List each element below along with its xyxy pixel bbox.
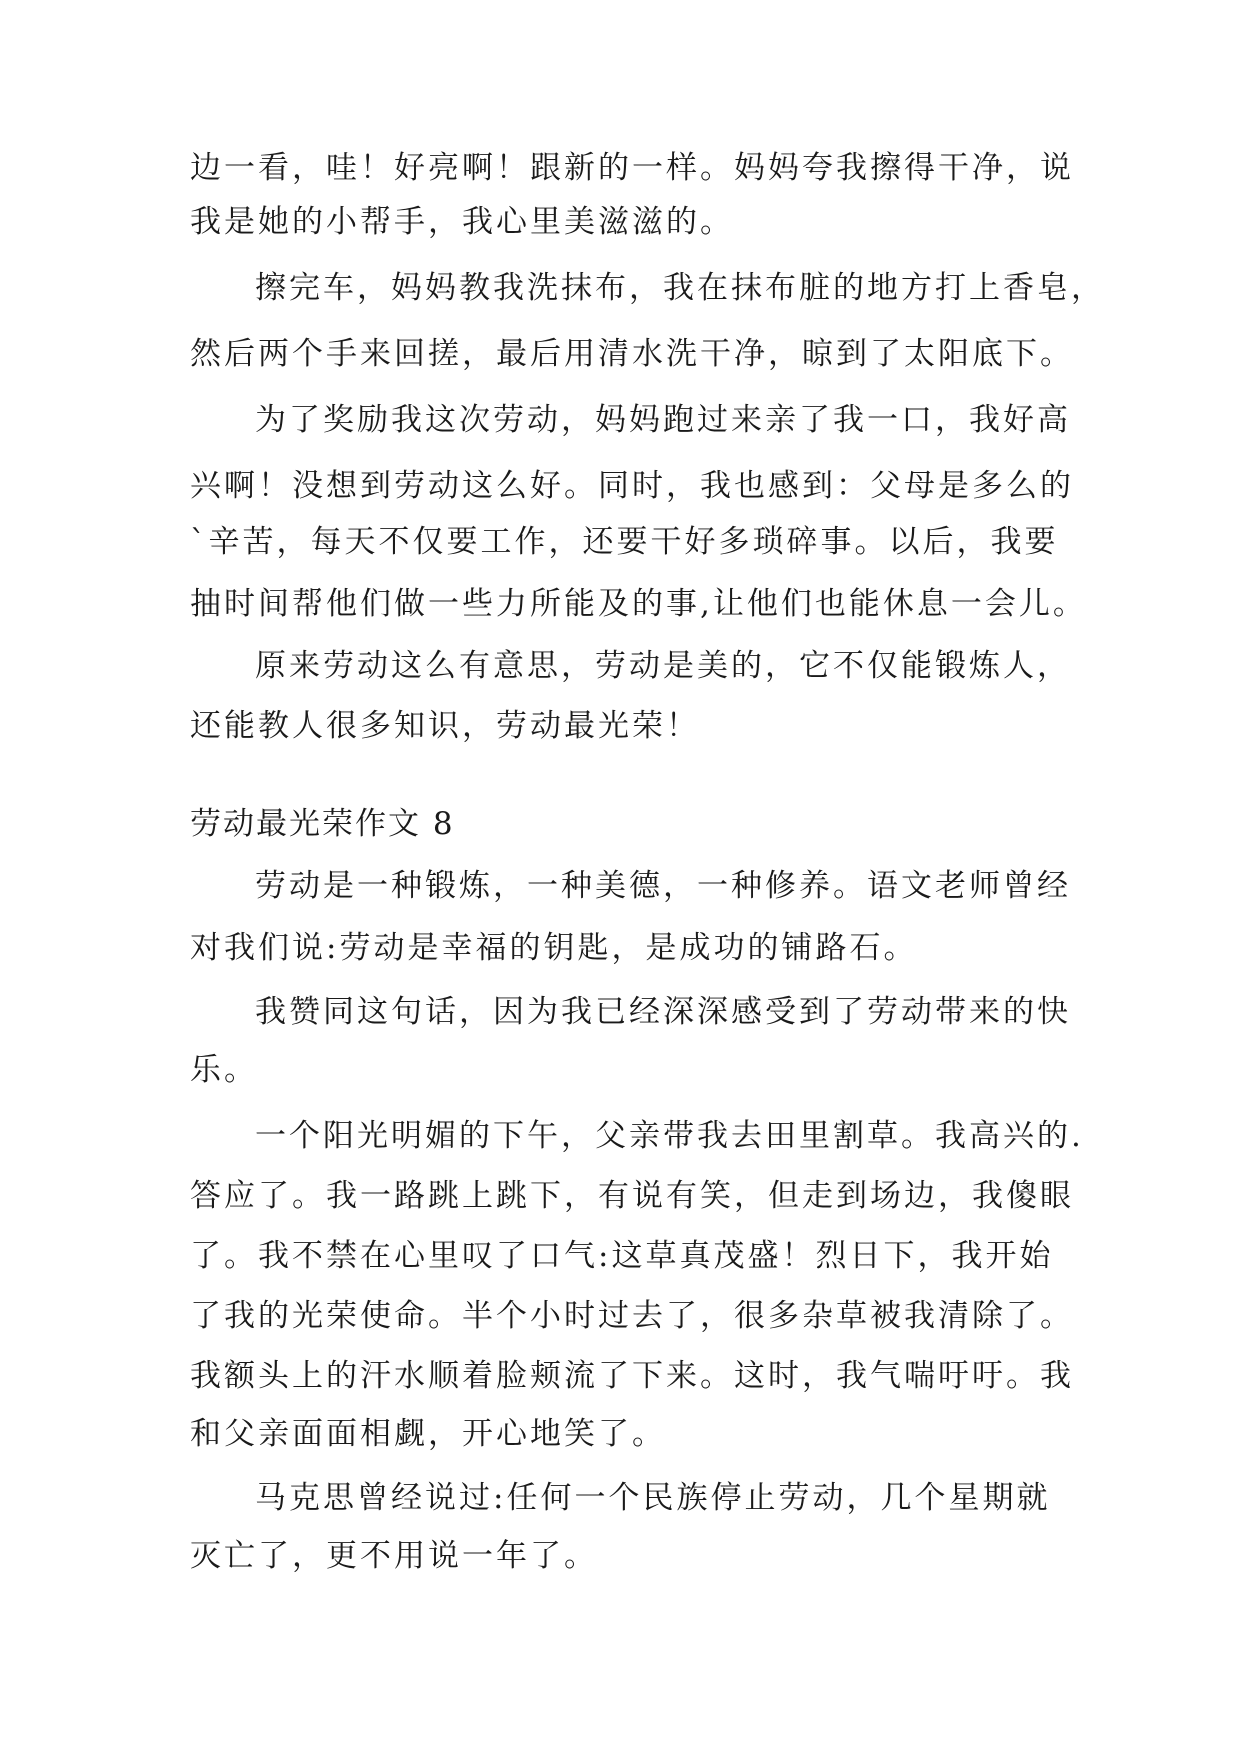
text-line: 和父亲面面相觑，开心地笑了。 [190, 1416, 666, 1452]
text-line: 我是她的小帮手，我心里美滋滋的。 [190, 204, 734, 240]
text-line: 为了奖励我这次劳动，妈妈跑过来亲了我一口，我好高 [255, 402, 1071, 438]
text-line: 了。我不禁在心里叹了口气:这草真茂盛！烈日下，我开始 [190, 1238, 1054, 1274]
text-line: 原来劳动这么有意思，劳动是美的，它不仅能锻炼人， [255, 648, 1071, 684]
text-line: 兴啊！没想到劳动这么好。同时，我也感到：父母是多么的 [190, 468, 1074, 504]
text-line: 抽时间帮他们做一些力所能及的事,让他们也能休息一会儿。 [190, 586, 1087, 622]
text-line: 擦完车，妈妈教我洗抹布，我在抹布脏的地方打上香皂， [255, 270, 1105, 306]
section-heading: 劳动最光荣作文 8 [190, 806, 455, 842]
text-line: 还能教人很多知识，劳动最光荣！ [190, 708, 700, 744]
text-line: 然后两个手来回搓，最后用清水洗干净，晾到了太阳底下。 [190, 336, 1074, 372]
text-line: 灭亡了，更不用说一年了。 [190, 1538, 598, 1574]
text-line: 边一看，哇！好亮啊！跟新的一样。妈妈夸我擦得干净，说 [190, 150, 1074, 186]
text-line: 答应了。我一路跳上跳下，有说有笑，但走到场边，我傻眼 [190, 1178, 1074, 1214]
text-line: `辛苦，每天不仅要工作，还要干好多琐碎事。以后，我要 [190, 524, 1059, 560]
text-line: 了我的光荣使命。半个小时过去了，很多杂草被我清除了。 [190, 1298, 1074, 1334]
text-line: 对我们说:劳动是幸福的钥匙，是成功的铺路石。 [190, 930, 918, 966]
text-line: 我赞同这句话，因为我已经深深感受到了劳动带来的快 [255, 994, 1071, 1030]
text-line: 乐。 [190, 1052, 258, 1088]
text-line: 劳动是一种锻炼，一种美德，一种修养。语文老师曾经 [255, 868, 1071, 904]
text-line: 马克思曾经说过:任何一个民族停止劳动，几个星期就 [255, 1480, 1051, 1516]
text-line: 一个阳光明媚的下午，父亲带我去田里割草。我高兴的. [255, 1118, 1084, 1154]
text-line: 我额头上的汗水顺着脸颊流了下来。这时，我气喘吁吁。我 [190, 1358, 1074, 1394]
